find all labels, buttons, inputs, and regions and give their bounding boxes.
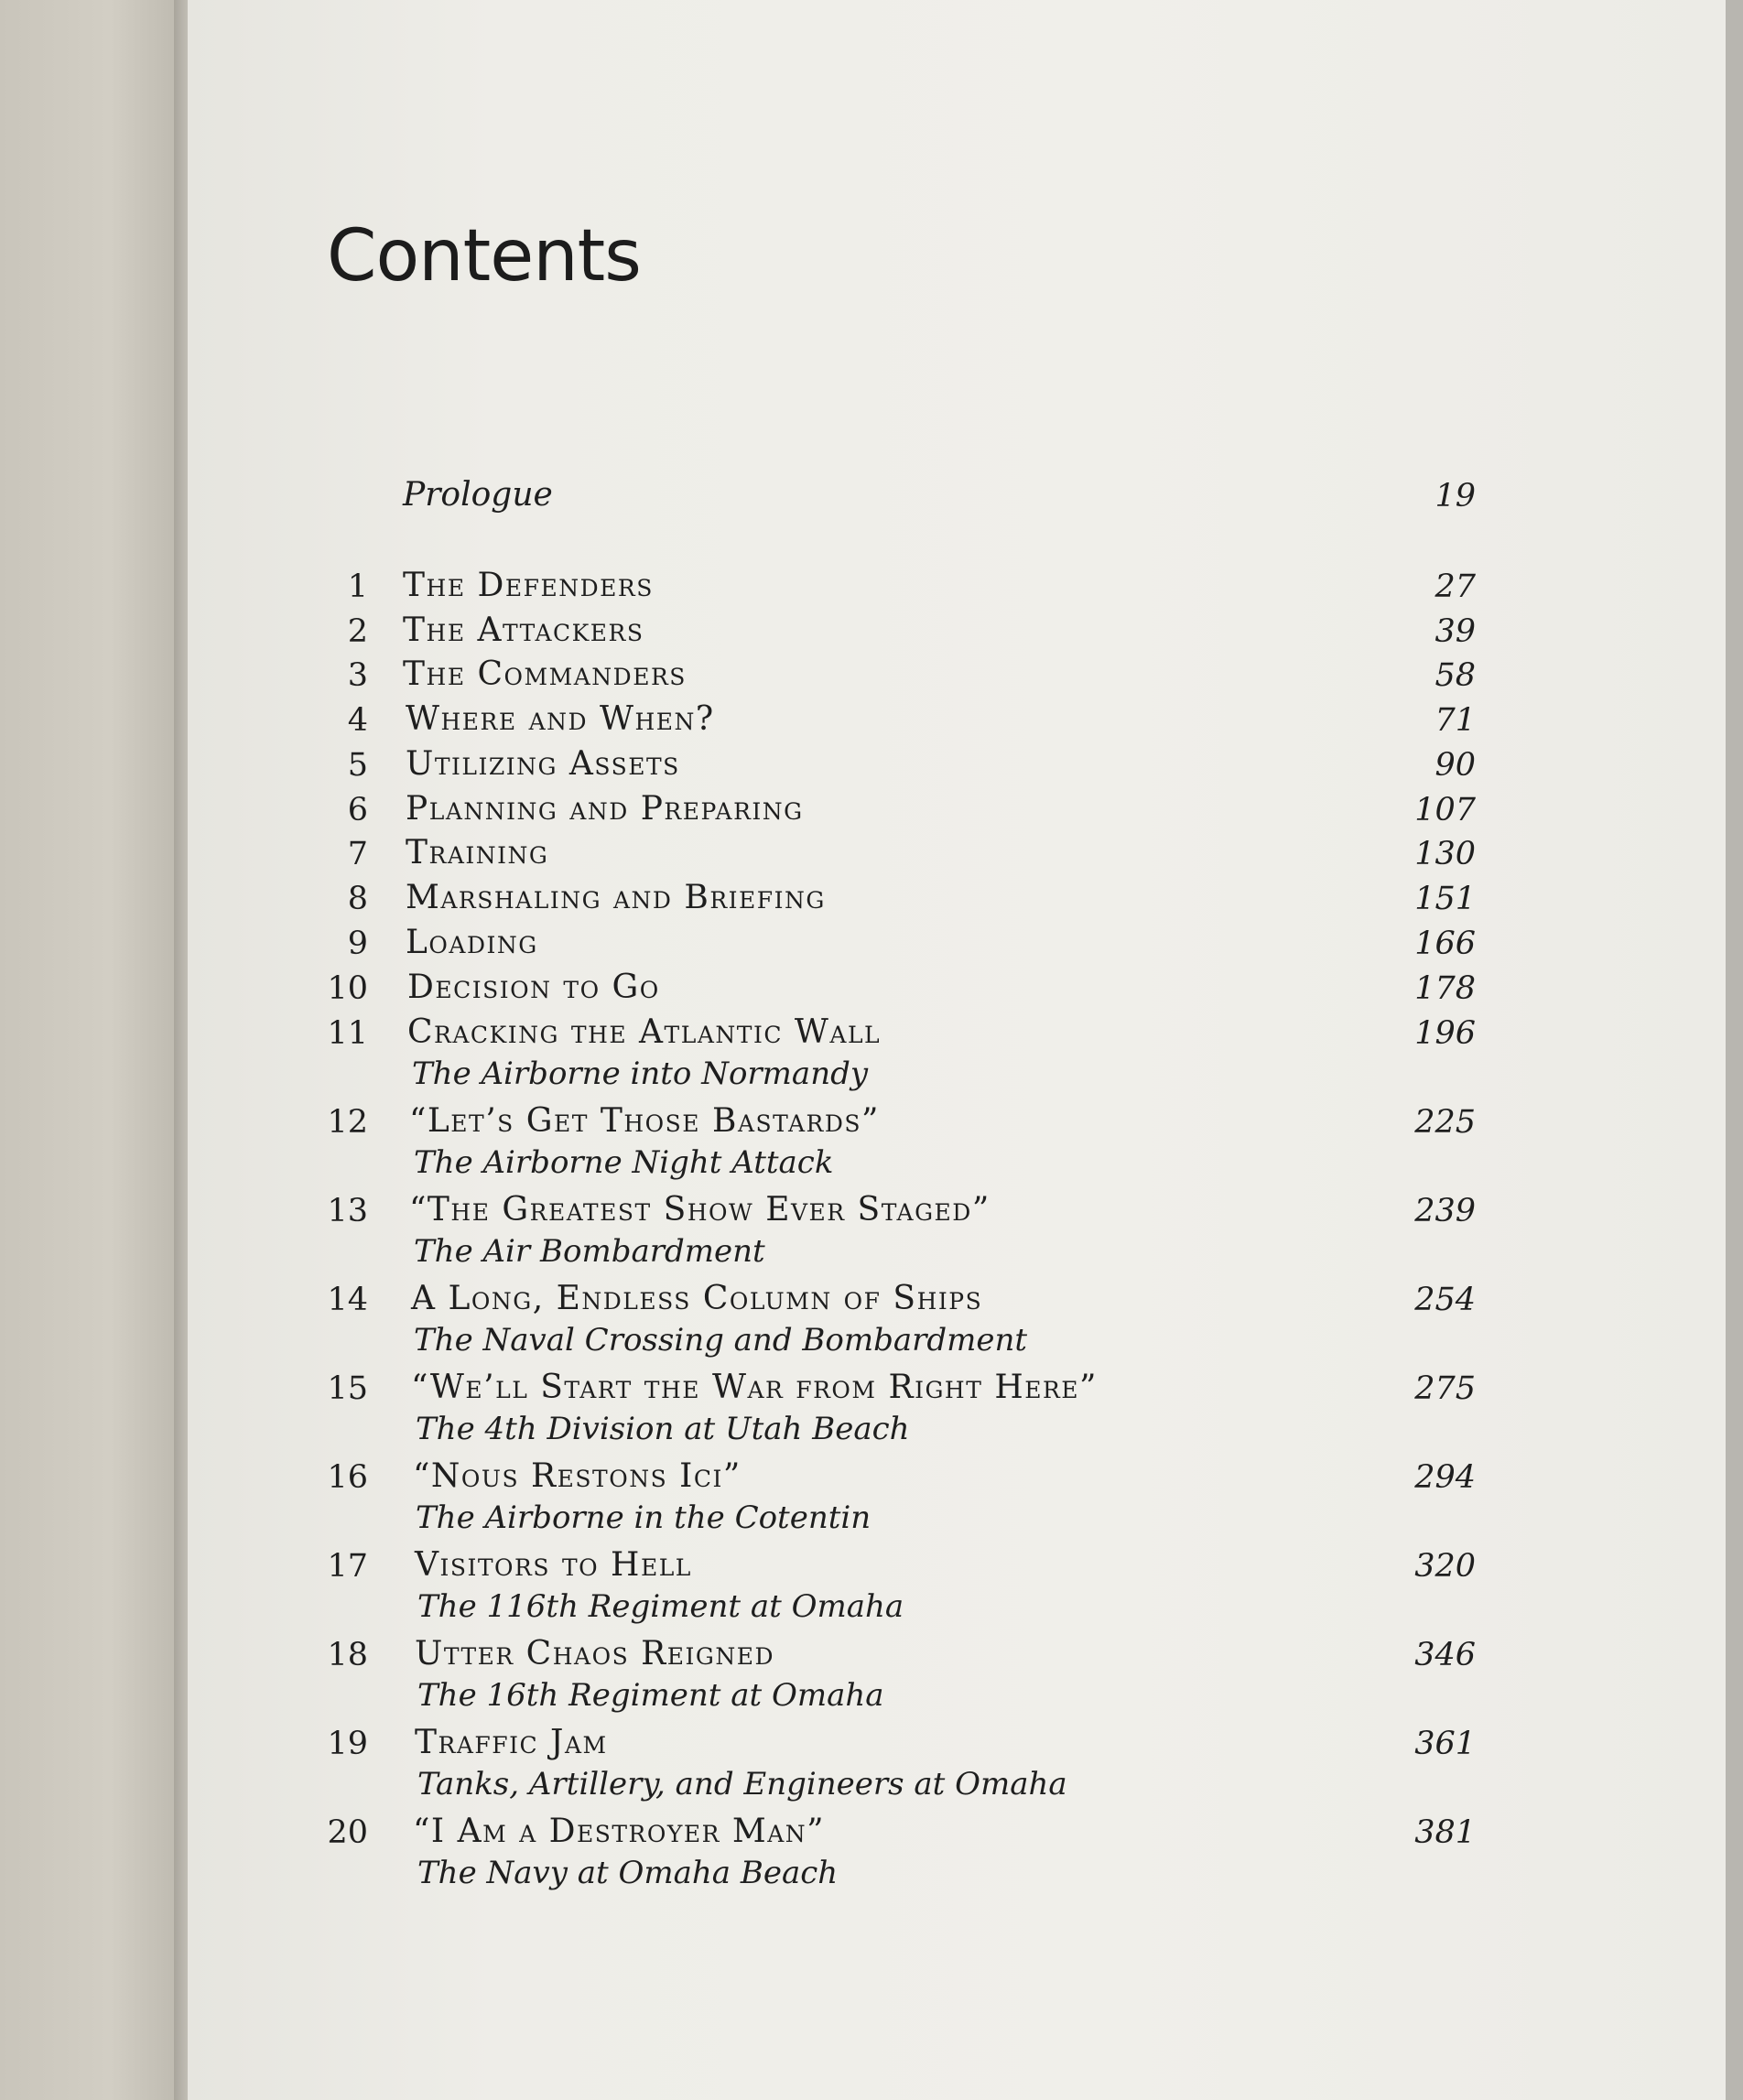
page-number: 27 [1434, 568, 1476, 605]
chapter-title: Loading [406, 924, 538, 961]
page-title: Contents [327, 215, 641, 298]
chapter-subtitle: The Air Bombardment [414, 1233, 765, 1270]
toc-entry [0, 1100, 1743, 1181]
chapter-number: 6 [347, 792, 368, 828]
toc-entry [0, 1633, 1743, 1714]
page-number: 320 [1414, 1548, 1476, 1585]
chapter-title: Utilizing Assets [406, 745, 680, 783]
toc-entry [0, 565, 1743, 611]
chapter-number: 2 [347, 613, 368, 650]
chapter-title: The Commanders [403, 655, 687, 693]
chapter-title: Visitors to Hell [415, 1546, 692, 1584]
chapter-number: 3 [347, 657, 368, 694]
toc-entry [0, 698, 1743, 744]
page-number: 90 [1434, 747, 1476, 784]
chapter-title: “Let’s Get Those Bastards” [409, 1102, 880, 1140]
page-number: 166 [1414, 926, 1476, 962]
page-number: 254 [1414, 1282, 1476, 1318]
chapter-number: 4 [347, 702, 368, 739]
chapter-subtitle: The Airborne in the Cotentin [416, 1499, 872, 1536]
chapter-number: 18 [327, 1637, 368, 1673]
chapter-title: Where and When? [406, 700, 715, 738]
chapter-number: 11 [327, 1015, 368, 1052]
chapter-number: 1 [347, 568, 368, 605]
chapter-title: The Attackers [403, 612, 644, 649]
chapter-title: “We’ll Start the War from Right Here” [411, 1369, 1098, 1406]
page-number: 294 [1414, 1459, 1476, 1496]
toc-entry [0, 743, 1743, 789]
toc-entry [0, 922, 1743, 968]
toc-entry [0, 654, 1743, 699]
chapter-title: Traffic Jam [415, 1724, 608, 1761]
toc-entry [0, 1722, 1743, 1802]
toc-entry [0, 1811, 1743, 1891]
toc-entry [0, 1012, 1743, 1092]
page-number: 178 [1414, 970, 1476, 1007]
chapter-number: 10 [327, 970, 368, 1007]
chapter-number: 8 [347, 881, 368, 917]
chapter-number: 19 [327, 1726, 368, 1762]
page-number: 381 [1414, 1814, 1476, 1851]
toc-entry [0, 1189, 1743, 1270]
page-number: 225 [1414, 1104, 1476, 1141]
chapter-number: 20 [327, 1814, 368, 1851]
toc-entry [0, 474, 1743, 520]
page-number: 107 [1414, 792, 1476, 828]
chapter-subtitle: The Airborne into Normandy [412, 1055, 869, 1092]
chapter-subtitle: The Naval Crossing and Bombardment [414, 1322, 1028, 1359]
page-number: 39 [1434, 613, 1476, 650]
chapter-title: The Defenders [403, 567, 654, 604]
toc-entry [0, 877, 1743, 923]
chapter-number: 14 [327, 1282, 368, 1318]
page-number: 58 [1434, 657, 1476, 694]
chapter-number: 5 [347, 747, 368, 784]
page-number: 239 [1414, 1193, 1476, 1229]
page-number: 71 [1434, 702, 1476, 739]
chapter-number: 17 [327, 1548, 368, 1585]
chapter-title: “Nous Restons Ici” [413, 1457, 742, 1495]
chapter-title: Cracking the Atlantic Wall [407, 1013, 882, 1051]
chapter-number: 15 [327, 1370, 368, 1407]
toc-entry [0, 1367, 1743, 1447]
page-number: 130 [1414, 836, 1476, 872]
toc-entry [0, 1278, 1743, 1359]
page-number: 151 [1414, 881, 1476, 917]
chapter-title: “I Am a Destroyer Man” [413, 1813, 826, 1850]
chapter-title: “The Greatest Show Ever Staged” [409, 1191, 991, 1229]
chapter-title: Decision to Go [407, 969, 660, 1006]
chapter-subtitle: The Airborne Night Attack [414, 1144, 834, 1181]
toc-entry [0, 1456, 1743, 1536]
chapter-title: A Long, Endless Column of Ships [411, 1280, 983, 1317]
chapter-number: 7 [347, 836, 368, 872]
chapter-subtitle: The Navy at Omaha Beach [417, 1855, 839, 1891]
chapter-number: 16 [327, 1459, 368, 1496]
chapter-number: 12 [327, 1104, 368, 1141]
page-number: 196 [1414, 1015, 1476, 1052]
chapter-subtitle: The 116th Regiment at Omaha [417, 1588, 904, 1625]
chapter-title: Planning and Preparing [406, 790, 804, 828]
chapter-subtitle: The 4th Division at Utah Beach [416, 1411, 910, 1447]
page-number: 361 [1414, 1726, 1476, 1762]
chapter-number: 13 [327, 1193, 368, 1229]
toc-entry [0, 788, 1743, 834]
toc-entry [0, 967, 1743, 1012]
toc-entry [0, 1544, 1743, 1625]
chapter-number: 9 [347, 926, 368, 962]
chapter-title: Prologue [403, 476, 553, 514]
toc-entry [0, 832, 1743, 878]
chapter-subtitle: Tanks, Artillery, and Engineers at Omaha [417, 1766, 1067, 1802]
page-number: 19 [1434, 478, 1476, 514]
toc-entry [0, 610, 1743, 655]
page-number: 346 [1414, 1637, 1476, 1673]
chapter-subtitle: The 16th Regiment at Omaha [417, 1677, 884, 1714]
chapter-title: Utter Chaos Reigned [415, 1635, 775, 1672]
chapter-title: Training [406, 834, 549, 871]
page-number: 275 [1414, 1370, 1476, 1407]
chapter-title: Marshaling and Briefing [406, 879, 826, 916]
